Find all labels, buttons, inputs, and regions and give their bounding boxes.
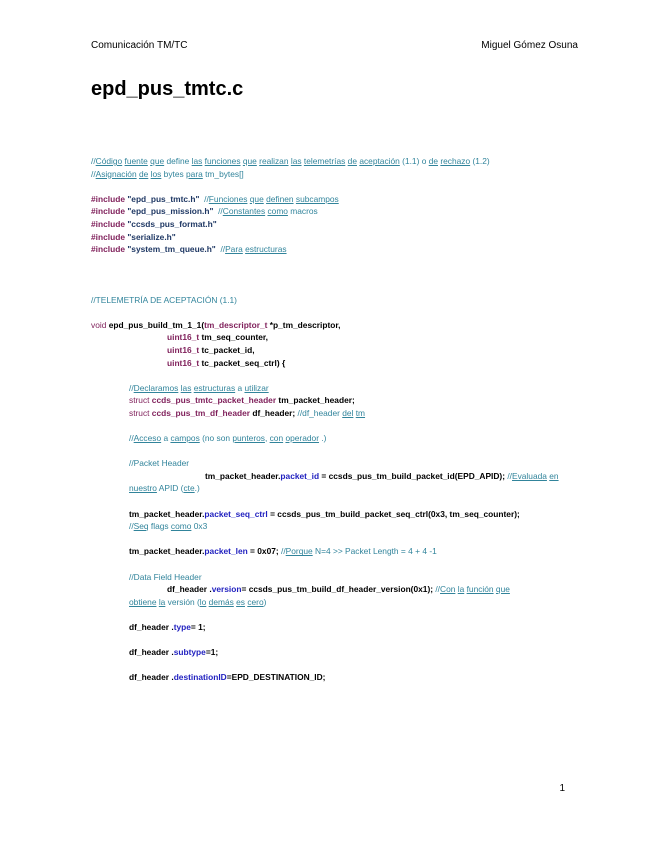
include-line: #include "system_tm_queue.h" //Para estructuras bbox=[91, 244, 287, 255]
document-title: epd_pus_tmtc.c bbox=[91, 78, 244, 100]
assignment-line: df_header .version= ccsds_pus_tm_build_df_header_version(0x1); //Con la función que bbox=[167, 584, 510, 595]
code-listing bbox=[91, 155, 571, 684]
code-comment-line: //Seq flags como 0x3 bbox=[129, 521, 208, 532]
assignment-line: df_header .type= 1; bbox=[129, 621, 206, 632]
function-signature: void epd_pus_build_tm_1_1(tm_descriptor_t *p_tm_descriptor, bbox=[91, 319, 341, 330]
assignment-line: df_header .subtype=1; bbox=[129, 647, 219, 658]
assignment-line: tm_packet_header.packet_id = ccsds_pus_tm_build_packet_id(EPD_APID); //Evaluada en bbox=[205, 470, 559, 481]
code-comment-line: //Código fuente que define las funciones que realizan las telemetrías de aceptación (1.1) o de rechazo (1.2) bbox=[91, 156, 490, 166]
include-line: #include "epd_pus_tmtc.h" //Funciones que definen subcampos bbox=[91, 193, 339, 204]
include-line: #include "serialize.h" bbox=[91, 231, 176, 242]
function-param: uint16_t tc_packet_id, bbox=[167, 344, 255, 355]
code-comment-line: //Packet Header bbox=[129, 458, 190, 469]
assignment-line: tm_packet_header.packet_seq_ctrl = ccsds_pus_tm_build_packet_seq_ctrl(0x3, tm_seq_counter); bbox=[129, 508, 520, 519]
page-header-left: Comunicación TM/TC bbox=[91, 40, 188, 51]
struct-declaration: struct ccds_pus_tm_df_header df_header; //df_header del tm bbox=[129, 407, 366, 418]
function-param: uint16_t tm_seq_counter, bbox=[167, 332, 269, 343]
struct-declaration: struct ccds_pus_tmtc_packet_header tm_packet_header; bbox=[129, 395, 355, 406]
code-comment-continuation: obtiene la versión (lo demás es cero) bbox=[129, 596, 267, 607]
assignment-line: df_header .destinationID=EPD_DESTINATION_ID; bbox=[129, 672, 326, 683]
code-comment-line: //Asignación de los bytes para tm_bytes[] bbox=[91, 168, 244, 179]
function-param: uint16_t tc_packet_seq_ctrl) { bbox=[167, 357, 286, 368]
include-line: #include "epd_pus_mission.h" //Constantes como macros bbox=[91, 206, 318, 217]
assignment-line: tm_packet_header.packet_len = 0x07; //Porque N=4 >> Packet Length = 4 + 4 -1 bbox=[129, 546, 437, 557]
code-comment-continuation: nuestro APID (cte.) bbox=[129, 483, 200, 494]
section-comment: //TELEMETRÍA DE ACEPTACIÓN (1.1) bbox=[91, 294, 237, 305]
page-header-right: Miguel Gómez Osuna bbox=[481, 40, 578, 51]
include-line: #include "ccsds_pus_format.h" bbox=[91, 218, 217, 229]
code-comment-line: //Acceso a campos (no son punteros, con operador .) bbox=[129, 433, 327, 444]
code-comment-line: //Data Field Header bbox=[129, 571, 202, 582]
page-number: 1 bbox=[559, 783, 565, 794]
code-comment-line: //Declaramos las estructuras a utilizar bbox=[129, 382, 269, 393]
